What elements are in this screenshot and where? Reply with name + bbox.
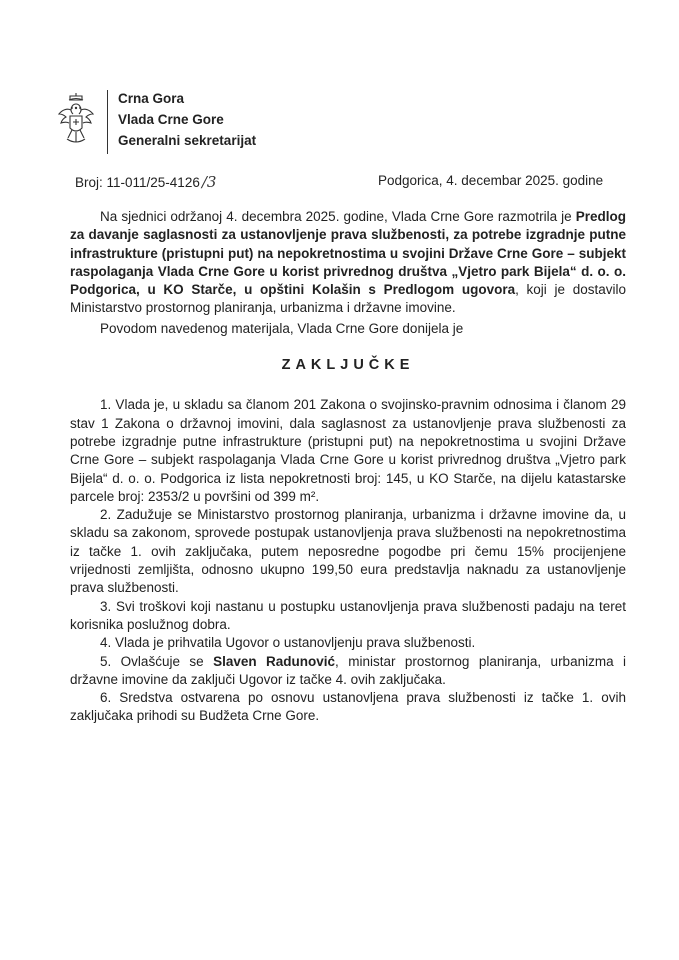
conclusion-item-5 bbox=[70, 653, 626, 690]
intro-text-end: , koji je dostavilo Ministarstvo prostornog planiranja, urbanizma i državne imovine. bbox=[70, 282, 626, 316]
item-5-start: 5. Ovlašćuje se bbox=[100, 653, 214, 669]
intro-proposal-title: Predlog za davanje saglasnosti za ustanovljenje prava službenosti, za potrebe izgradnje putne infrastrukture (pristupni put) na nepokretnostima u svojini Države Crne Gore – subjekt raspolaganja Vlada Crne Gore u korist privrednog društva „Vjetro park Bijela“ d. o. o. Podgorica, u KO Starče, u opštini Kolašin s Predlogom ugovora bbox=[70, 209, 626, 298]
item-5-end: , ministar prostornog planiranja, urbanizma i državne imovine da zaključi Ugovor iz tačke 4. ovih zaključaka. bbox=[70, 653, 627, 687]
conclusion-item-2: 2. Zadužuje se Ministarstvo prostornog planiranja, urbanizma i državne imovine da, u skladu sa zakonom, sprovede postupak ustanovljenja prava službenosti na nepokretnostima iz tačke 1. ovih zaključaka, putem neposredne pogodbe pri čemu 15% procijenjene vrijednosti zemljišta, odnosno ukupno 199,50 eura predstavlja naknadu za ustanovljenje prava službenosti. bbox=[70, 507, 626, 596]
header-divider bbox=[107, 90, 108, 154]
montenegro-coat-of-arms-icon bbox=[56, 92, 96, 148]
intro-text-start: Na sjednici održanoj 4. decembra 2025. godine, Vlada Crne Gore razmotrila je bbox=[100, 209, 576, 224]
document-body bbox=[70, 208, 626, 726]
minister-name: Slaven Radunović bbox=[213, 653, 336, 669]
conclusion-item-1: 1. Vlada je, u skladu sa članom 201 Zakona o svojinsko-pravnim odnosima i članom 29 stav 1 Zakona o državnoj imovini, dala saglasnost za ustanovljenje prava službenosti za potrebe izgradnje putne infrastrukture (pristupni put) na nepokretnostima u svojini Države Crne Gore – subjekt raspolaganja Vlada Crne Gore u korist privrednog društva „Vjetro park Bijela“ d. o. o. Podgorica iz lista nepokretnosti broj: 145, u KO Starče, na dijelu katastarske parcele broj: 2353/2 u površini od 399 m². bbox=[70, 397, 626, 504]
conclusion-item-4: 4. Vlada je prihvatila Ugovor o ustanovljenju prava službenosti. bbox=[100, 635, 476, 651]
document-date: Podgorica, 4. decembar 2025. godine bbox=[378, 173, 604, 188]
document-number-text: Broj: 11-011/25-4126 bbox=[75, 175, 200, 190]
conclusion-item-6: 6. Sredstva ostvarena po osnovu ustanovljena prava službenosti iz tačke 1. ovih zaključaka prihodi su Budžeta Crne Gore. bbox=[70, 690, 626, 724]
conclusions-title: ZAKLJUČKE bbox=[281, 357, 415, 374]
handwritten-suffix: /3 bbox=[201, 173, 217, 191]
conclusion-item-3: 3. Svi troškovi koji nastanu u postupku ustanovljenja prava službenosti padaju na teret korisnika poslužnog dobra. bbox=[70, 598, 626, 632]
intro-paragraph bbox=[70, 208, 626, 318]
header-government: Vlada Crne Gore bbox=[118, 112, 224, 127]
header-country: Crna Gora bbox=[118, 91, 185, 106]
header-secretariat: Generalni sekretarijat bbox=[118, 133, 257, 148]
document-number bbox=[75, 173, 216, 191]
intro-paragraph-2: Povodom navedenog materijala, Vlada Crne Gore donijela je bbox=[100, 320, 464, 336]
